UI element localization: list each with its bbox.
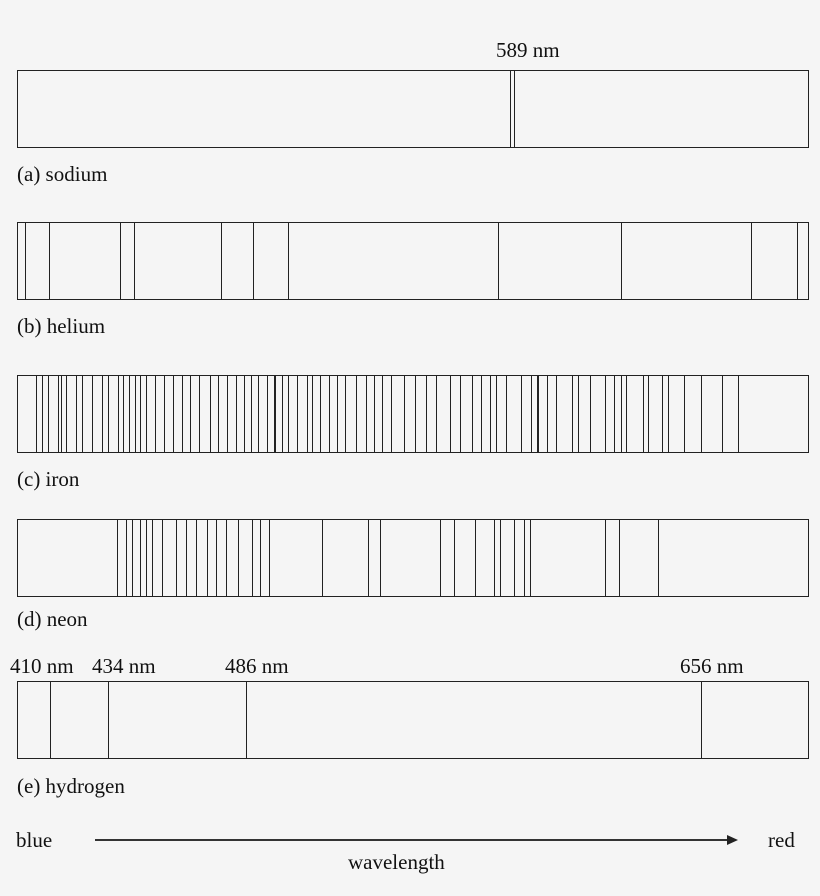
- neon-emission-line: [252, 520, 253, 596]
- iron-emission-line: [267, 376, 268, 452]
- iron-emission-line: [61, 376, 62, 452]
- hydrogen-434-label: 434 nm: [92, 654, 156, 678]
- iron-emission-line: [42, 376, 43, 452]
- arrowhead-icon: [727, 835, 738, 845]
- iron-emission-line: [329, 376, 330, 452]
- iron-emission-line: [531, 376, 532, 452]
- iron-emission-line: [472, 376, 473, 452]
- iron-emission-line: [738, 376, 739, 452]
- iron-emission-line: [135, 376, 136, 452]
- iron-emission-line: [345, 376, 346, 452]
- hydrogen-emission-line: [50, 682, 51, 758]
- hydrogen-410-label: 410 nm: [10, 654, 74, 678]
- iron-emission-line: [556, 376, 557, 452]
- iron-emission-line: [58, 376, 59, 452]
- iron-emission-line: [382, 376, 383, 452]
- neon-emission-line: [132, 520, 133, 596]
- neon-emission-line: [260, 520, 261, 596]
- iron-emission-line: [92, 376, 93, 452]
- neon-emission-line: [216, 520, 217, 596]
- iron-emission-line: [337, 376, 338, 452]
- neon-emission-line: [475, 520, 476, 596]
- iron-emission-line: [374, 376, 375, 452]
- iron-emission-line: [684, 376, 685, 452]
- hydrogen-spectrum: [17, 681, 809, 759]
- iron-emission-line: [436, 376, 437, 452]
- wavelength-label: wavelength: [348, 850, 445, 874]
- iron-emission-line: [173, 376, 174, 452]
- iron-emission-line: [236, 376, 237, 452]
- iron-emission-line: [701, 376, 702, 452]
- iron-emission-line: [66, 376, 67, 452]
- iron-emission-line: [210, 376, 211, 452]
- iron-emission-line: [140, 376, 141, 452]
- iron-emission-line: [496, 376, 497, 452]
- helium-emission-line: [25, 223, 26, 299]
- neon-emission-line: [162, 520, 163, 596]
- iron-emission-line: [366, 376, 367, 452]
- neon-emission-line: [322, 520, 323, 596]
- hydrogen-emission-line: [701, 682, 702, 758]
- iron-emission-line: [129, 376, 130, 452]
- iron-emission-line: [288, 376, 289, 452]
- iron-emission-line: [76, 376, 77, 452]
- neon-emission-line: [146, 520, 147, 596]
- iron-emission-line: [312, 376, 313, 452]
- iron-emission-line: [614, 376, 615, 452]
- neon-emission-line: [269, 520, 270, 596]
- neon-emission-line: [152, 520, 153, 596]
- neon-emission-line: [226, 520, 227, 596]
- helium-spectrum: [17, 222, 809, 300]
- neon-emission-line: [380, 520, 381, 596]
- iron-emission-line: [648, 376, 649, 452]
- iron-emission-line: [199, 376, 200, 452]
- sodium-wavelength-label: 589 nm: [496, 38, 560, 62]
- iron-emission-line: [190, 376, 191, 452]
- iron-emission-line: [320, 376, 321, 452]
- iron-emission-line: [621, 376, 622, 452]
- iron-emission-line: [722, 376, 723, 452]
- iron-emission-line: [605, 376, 606, 452]
- helium-emission-line: [498, 223, 499, 299]
- neon-emission-line: [176, 520, 177, 596]
- iron-emission-line: [590, 376, 591, 452]
- iron-emission-line: [307, 376, 308, 452]
- iron-emission-line: [118, 376, 119, 452]
- iron-emission-line: [164, 376, 165, 452]
- sodium-emission-line: [510, 71, 511, 147]
- iron-emission-line: [626, 376, 627, 452]
- red-label: red: [768, 828, 795, 852]
- iron-emission-line: [521, 376, 522, 452]
- iron-emission-line: [108, 376, 109, 452]
- helium-emission-line: [134, 223, 135, 299]
- iron-emission-line: [282, 376, 283, 452]
- hydrogen-caption: (e) hydrogen: [17, 774, 125, 798]
- helium-emission-line: [288, 223, 289, 299]
- iron-emission-line: [481, 376, 482, 452]
- iron-emission-line: [102, 376, 103, 452]
- neon-emission-line: [619, 520, 620, 596]
- sodium-caption: (a) sodium: [17, 162, 108, 186]
- hydrogen-656-label: 656 nm: [680, 654, 744, 678]
- iron-emission-line: [251, 376, 252, 452]
- helium-emission-line: [797, 223, 798, 299]
- neon-spectrum: [17, 519, 809, 597]
- iron-emission-line: [460, 376, 461, 452]
- neon-emission-line: [530, 520, 531, 596]
- iron-emission-line: [450, 376, 451, 452]
- iron-emission-line: [155, 376, 156, 452]
- iron-emission-line: [506, 376, 507, 452]
- iron-spectrum: [17, 375, 809, 453]
- neon-emission-line: [494, 520, 495, 596]
- iron-emission-line: [227, 376, 228, 452]
- iron-emission-line: [297, 376, 298, 452]
- neon-emission-line: [186, 520, 187, 596]
- iron-emission-line: [391, 376, 392, 452]
- iron-emission-line: [274, 376, 275, 452]
- blue-label: blue: [16, 828, 53, 852]
- iron-emission-line: [643, 376, 644, 452]
- iron-emission-line: [662, 376, 663, 452]
- iron-emission-line: [415, 376, 416, 452]
- iron-emission-line: [537, 376, 538, 452]
- helium-caption: (b) helium: [17, 314, 106, 338]
- iron-emission-line: [572, 376, 573, 452]
- neon-emission-line: [117, 520, 118, 596]
- iron-emission-line: [36, 376, 37, 452]
- neon-emission-line: [368, 520, 369, 596]
- helium-emission-line: [221, 223, 222, 299]
- neon-emission-line: [454, 520, 455, 596]
- iron-emission-line: [48, 376, 49, 452]
- iron-emission-line: [182, 376, 183, 452]
- wavelength-arrow: [95, 839, 729, 841]
- neon-emission-line: [238, 520, 239, 596]
- iron-emission-line: [82, 376, 83, 452]
- iron-emission-line: [218, 376, 219, 452]
- iron-emission-line: [578, 376, 579, 452]
- helium-emission-line: [120, 223, 121, 299]
- neon-emission-line: [140, 520, 141, 596]
- iron-emission-line: [668, 376, 669, 452]
- neon-emission-line: [207, 520, 208, 596]
- iron-emission-line: [123, 376, 124, 452]
- sodium-emission-line: [514, 71, 515, 147]
- neon-emission-line: [500, 520, 501, 596]
- neon-emission-line: [524, 520, 525, 596]
- helium-emission-line: [253, 223, 254, 299]
- iron-emission-line: [547, 376, 548, 452]
- neon-emission-line: [514, 520, 515, 596]
- helium-emission-line: [751, 223, 752, 299]
- sodium-spectrum: [17, 70, 809, 148]
- neon-emission-line: [658, 520, 659, 596]
- iron-emission-line: [258, 376, 259, 452]
- iron-emission-line: [426, 376, 427, 452]
- helium-emission-line: [621, 223, 622, 299]
- neon-caption: (d) neon: [17, 607, 88, 631]
- neon-emission-line: [196, 520, 197, 596]
- iron-emission-line: [490, 376, 491, 452]
- iron-emission-line: [356, 376, 357, 452]
- neon-emission-line: [440, 520, 441, 596]
- hydrogen-emission-line: [246, 682, 247, 758]
- neon-emission-line: [126, 520, 127, 596]
- hydrogen-486-label: 486 nm: [225, 654, 289, 678]
- hydrogen-emission-line: [108, 682, 109, 758]
- neon-emission-line: [605, 520, 606, 596]
- iron-emission-line: [244, 376, 245, 452]
- iron-emission-line: [146, 376, 147, 452]
- iron-caption: (c) iron: [17, 467, 80, 491]
- helium-emission-line: [49, 223, 50, 299]
- iron-emission-line: [404, 376, 405, 452]
